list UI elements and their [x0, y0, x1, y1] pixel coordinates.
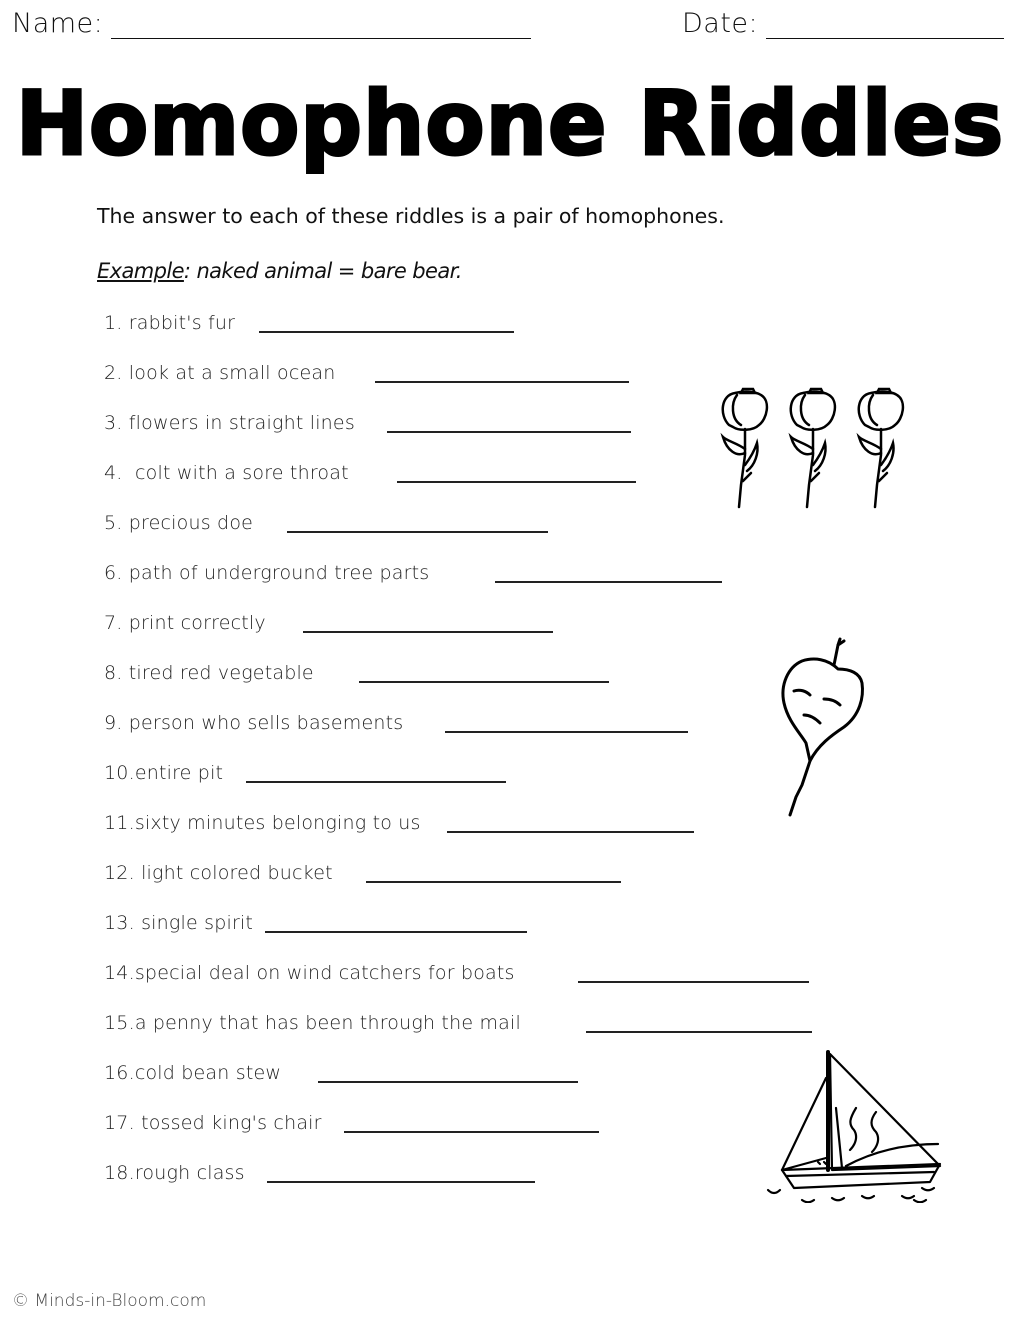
riddle-item: 5. precious doe — [104, 512, 254, 534]
name-label: Name: — [12, 8, 104, 39]
riddle-item: 17. tossed king's chair — [104, 1112, 322, 1134]
example-label: Example — [97, 259, 184, 283]
answer-blank-6[interactable] — [495, 581, 722, 583]
riddle-item: 15.a penny that has been through the mail — [104, 1012, 521, 1034]
answer-blank-7[interactable] — [303, 631, 553, 633]
riddle-item: 10.entire pit — [104, 762, 224, 784]
answer-blank-16[interactable] — [318, 1081, 578, 1083]
answer-blank-3[interactable] — [387, 431, 631, 433]
rose-icon — [715, 385, 920, 510]
riddle-item: 4. colt with a sore throat — [104, 462, 349, 484]
name-blank[interactable] — [111, 12, 531, 39]
instructions: The answer to each of these riddles is a pair of homophones. — [97, 204, 725, 228]
example — [97, 259, 462, 283]
riddle-item: 9. person who sells basements — [104, 712, 404, 734]
answer-blank-5[interactable] — [287, 531, 548, 533]
riddle-item: 11.sixty minutes belonging to us — [104, 812, 421, 834]
answer-blank-17[interactable] — [344, 1131, 599, 1133]
riddle-item: 14.special deal on wind catchers for boats — [104, 962, 515, 984]
sailboat-icon — [762, 1048, 947, 1203]
riddle-item: 18.rough class — [104, 1162, 245, 1184]
riddle-item: 7. print correctly — [104, 612, 266, 634]
riddle-item: 13. single spirit — [104, 912, 254, 934]
date-label: Date: — [682, 8, 759, 39]
riddle-item: 1. rabbit's fur — [104, 312, 236, 334]
copyright-footer: © Minds-in-Bloom.com — [12, 1291, 207, 1311]
answer-blank-4[interactable] — [397, 481, 636, 483]
riddle-item: 3. flowers in straight lines — [104, 412, 355, 434]
riddle-item: 6. path of underground tree parts — [104, 562, 430, 584]
answer-blank-13[interactable] — [265, 931, 527, 933]
answer-blank-1[interactable] — [259, 331, 514, 333]
riddle-item: 12. light colored bucket — [104, 862, 333, 884]
date-field[interactable] — [682, 8, 1004, 39]
riddle-item: 16.cold bean stew — [104, 1062, 282, 1084]
answer-blank-18[interactable] — [267, 1181, 535, 1183]
answer-blank-9[interactable] — [445, 731, 688, 733]
answer-blank-12[interactable] — [366, 881, 621, 883]
name-field[interactable] — [12, 8, 531, 39]
answer-blank-2[interactable] — [375, 381, 629, 383]
date-blank[interactable] — [766, 12, 1004, 39]
answer-blank-8[interactable] — [359, 681, 609, 683]
riddle-item: 8. tired red vegetable — [104, 662, 314, 684]
beet-icon — [778, 635, 870, 820]
answer-blank-14[interactable] — [578, 981, 809, 983]
page-title: Homophone Riddles — [15, 72, 1005, 175]
answer-blank-10[interactable] — [246, 781, 506, 783]
answer-blank-11[interactable] — [447, 831, 694, 833]
riddle-item: 2. look at a small ocean — [104, 362, 336, 384]
answer-blank-15[interactable] — [586, 1031, 812, 1033]
example-text: : naked animal = bare bear. — [183, 259, 462, 283]
